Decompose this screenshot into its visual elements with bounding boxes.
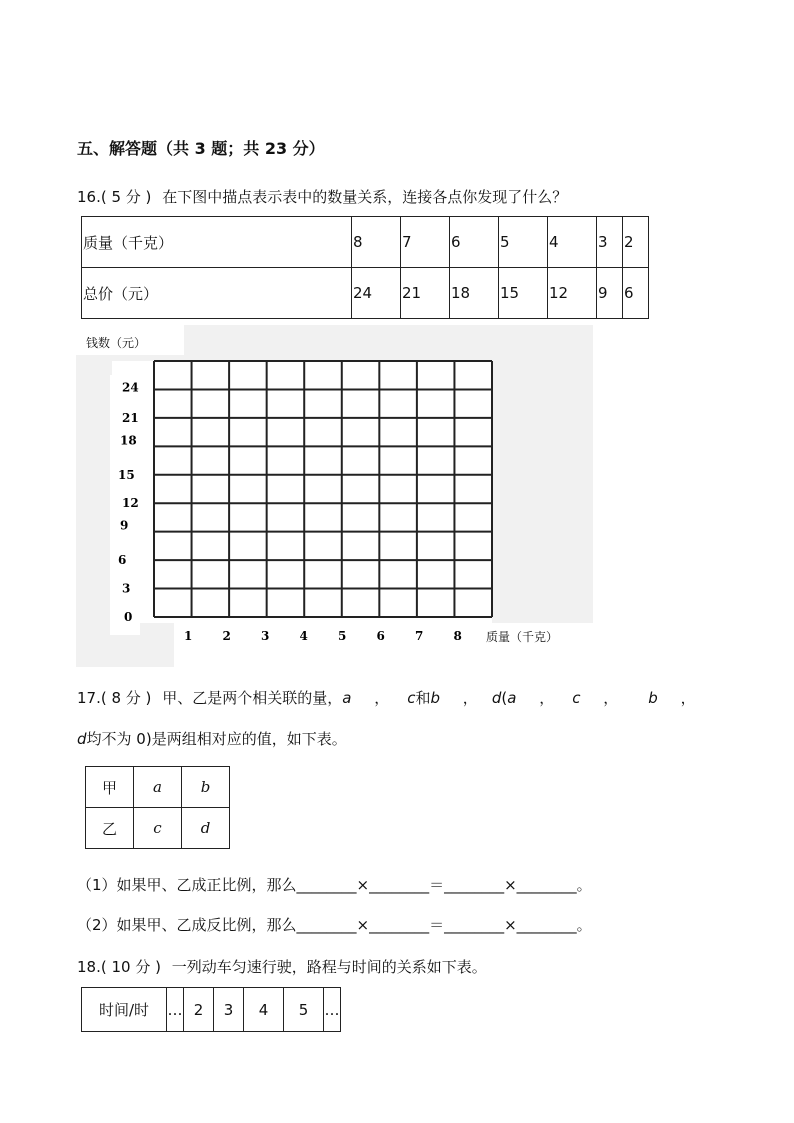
table-cell: 2 [623, 217, 649, 268]
y-tick-label: 6 [118, 553, 127, 568]
question-score: ( 8 分 ) [100, 689, 152, 707]
weight-price-table [81, 216, 649, 319]
grid-figure [76, 325, 593, 667]
y-tick-label: 18 [120, 433, 137, 448]
question-number: 17. [77, 689, 101, 707]
x-tick-label: 1 [184, 629, 193, 643]
table-cell: 4 [548, 217, 597, 268]
table-cell: 2 [184, 988, 214, 1032]
open-paren: ( [501, 689, 508, 707]
table-cell: … [324, 988, 341, 1032]
var-c2: c [572, 689, 581, 707]
table-cell: 乙 [86, 808, 134, 849]
table-cell: 12 [548, 268, 597, 319]
row-label: 总价（元） [82, 268, 352, 319]
table-row [86, 808, 230, 849]
table-cell: 9 [597, 268, 623, 319]
table-cell: 3 [597, 217, 623, 268]
table-cell: 24 [352, 268, 401, 319]
question-17-line2 [77, 728, 347, 749]
question-18 [77, 956, 487, 977]
var-a: a [342, 689, 352, 707]
table-row [82, 268, 649, 319]
x-tick-label: 6 [376, 629, 385, 643]
var-c: c [407, 689, 416, 707]
text-and: 和 [415, 689, 431, 707]
table-cell: a [134, 767, 182, 808]
table-cell: 5 [284, 988, 324, 1032]
blank-grid [76, 325, 593, 667]
table-row [86, 767, 230, 808]
table-cell: 3 [214, 988, 244, 1032]
y-tick-label: 9 [120, 518, 129, 533]
question-text: 甲、乙是两个相关联的量， [162, 689, 343, 707]
x-tick-label: 4 [299, 629, 308, 643]
table-cell: 21 [401, 268, 450, 319]
table-cell: c [134, 808, 182, 849]
table-cell: 7 [401, 217, 450, 268]
y-tick-label: 15 [118, 467, 135, 482]
time-distance-table [81, 987, 341, 1032]
question-17-sub1: （1）如果甲、乙成正比例，那么________×________＝________×________。 [77, 876, 592, 894]
table-cell: 6 [623, 268, 649, 319]
question-text: 在下图中描点表示表中的数量关系，连接各点你发现了什么？ [162, 188, 568, 206]
table-cell: 4 [244, 988, 284, 1032]
y-axis-label: 钱数（元） [86, 336, 147, 350]
x-tick-label: 8 [453, 629, 462, 643]
table-cell: 8 [352, 217, 401, 268]
x-tick-label: 7 [415, 629, 424, 643]
table-cell: 甲 [86, 767, 134, 808]
question-17-sub2: （2）如果甲、乙成反比例，那么________×________＝________×________。 [77, 916, 592, 934]
x-tick-label: 2 [222, 629, 231, 643]
section-title: 五、解答题（共 3 题；共 23 分） [77, 139, 325, 158]
table-cell: 6 [450, 217, 499, 268]
table-cell: b [182, 767, 230, 808]
var-d: d [77, 730, 87, 748]
y-tick-label: 12 [122, 496, 139, 511]
y-tick-label: 3 [122, 581, 131, 596]
var-d: d [491, 689, 502, 707]
var-b: b [430, 689, 441, 707]
table-cell: … [167, 988, 184, 1032]
table-cell: 5 [499, 217, 548, 268]
question-16 [77, 186, 567, 207]
table-row [82, 988, 341, 1032]
question-17-line1: 17.( 8 分 ) 甲、乙是两个相关联的量，a ， c和b ， d(a ， c ， b ， [77, 689, 696, 707]
x-tick-label: 3 [261, 629, 270, 643]
table-row [82, 217, 649, 268]
question-number: 16. [77, 188, 101, 206]
x-tick-label: 5 [338, 629, 347, 643]
table-cell: d [182, 808, 230, 849]
x-axis-label: 质量（千克） [486, 630, 559, 644]
var-b2: b [648, 689, 658, 707]
proportion-table [85, 766, 230, 849]
y-tick-label: 0 [124, 610, 133, 624]
table-cell: 18 [450, 268, 499, 319]
y-tick-label: 21 [122, 410, 139, 425]
question-text: 一列动车匀速行驶，路程与时间的关系如下表。 [171, 958, 487, 976]
var-a2: a [507, 689, 517, 707]
y-tick-label: 24 [122, 380, 139, 395]
table-cell: 时间/时 [82, 988, 167, 1032]
question-score: ( 5 分 ) [100, 188, 152, 206]
question-text: 均不为 0)是两组相对应的值，如下表。 [86, 730, 347, 748]
table-cell: 15 [499, 268, 548, 319]
row-label: 质量（千克） [82, 217, 352, 268]
question-score: ( 10 分 ) [100, 958, 161, 976]
question-number: 18. [77, 958, 101, 976]
